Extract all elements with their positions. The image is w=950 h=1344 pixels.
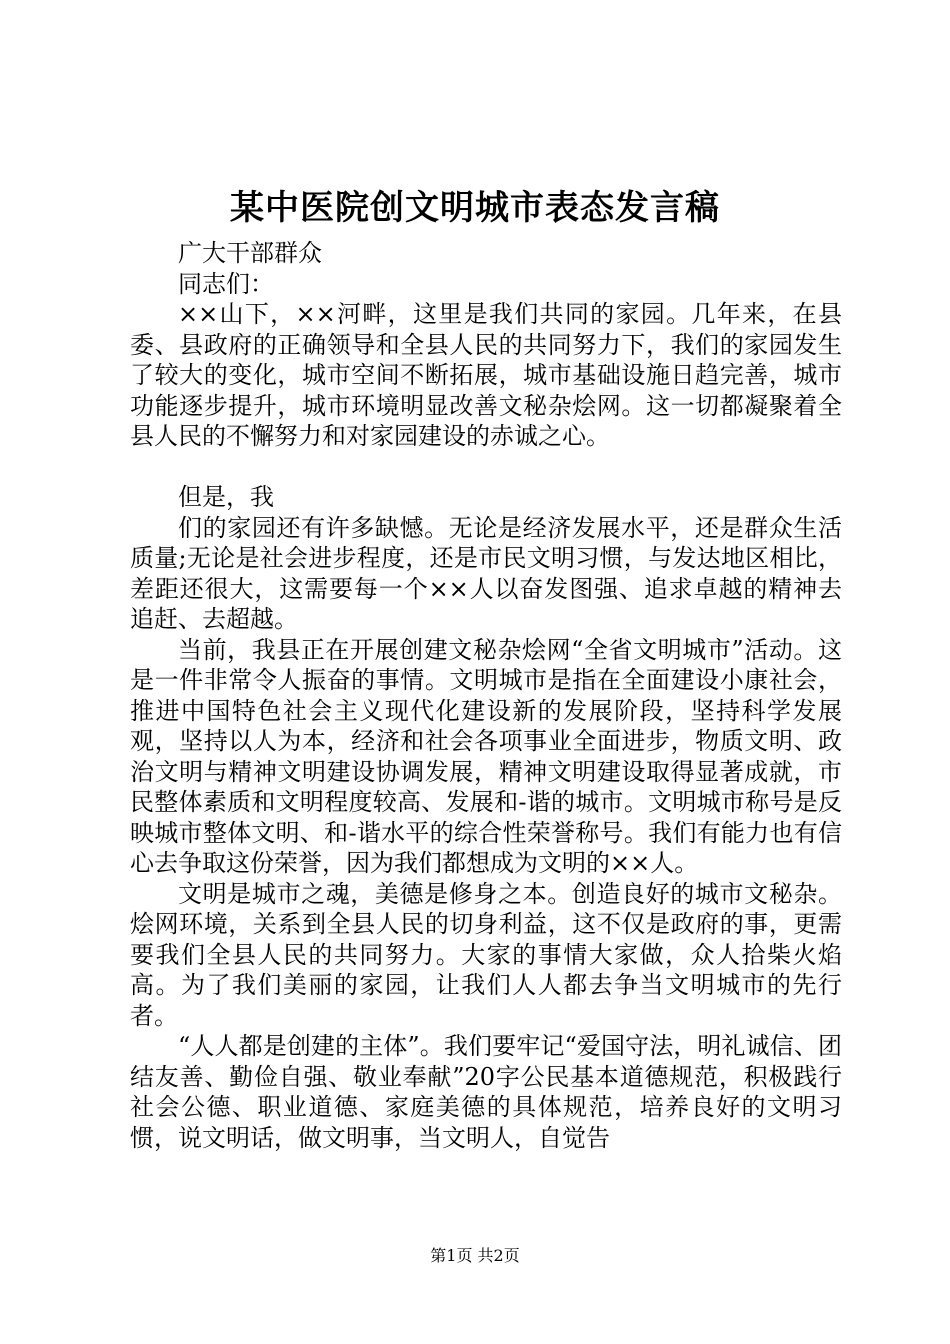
body-paragraph: ××山下，××河畔，这里是我们共同的家园。几年来，在县委、县政府的正确领导和全县人民的共同努力下，我们的家园发生了较大的变化，城市空间不断拓展，城市基础设施日趋完善，城市功能逐步提升，城市环境明显改善文秘杂烩网。这一切都凝聚着全县人民的不懈努力和对家园建设的赤诚之心。 [130, 300, 842, 450]
body-paragraph: “人人都是创建的主体”。我们要牢记“爱国守法，明礼诚信、团结友善、勤俭自强、敬业奉献”20字公民基本道德规范，积极践行社会公德、职业道德、家庭美德的具体规范，培养良好的文明习惯，说文明话，做文明事，当文明人，自觉告 [130, 1032, 842, 1152]
salutation-line: 同志们： [178, 269, 274, 298]
body-paragraph: 当前，我县正在开展创建文秘杂烩网“全省文明城市”活动。这是一件非常令人振奋的事情。文明城市是指在全面建设小康社会，推进中国特色社会主义现代化建设新的发展阶段，坚持科学发展观，坚持以人为本，经济和社会各项事业全面进步，物质文明、政治文明与精神文明建设协调发展，精神文明建设取得显著成就，市民整体素质和文明程度较高、发展和-谐的城市。文明城市称号是反映城市整体文明、和-谐水平的综合性荣誉称号。我们有能力也有信心去争取这份荣誉，因为我们都想成为文明的××人。 [130, 635, 842, 877]
body-paragraph: 但是，我 [178, 483, 274, 511]
body-paragraph: 文明是城市之魂，美德是修身之本。创造良好的城市文秘杂。烩网环境，关系到全县人民的切身利益，这不仅是政府的事，更需要我们全县人民的共同努力。大家的事情大家做，众人拾柴火焰高。为了我们美丽的家园，让我们人人都去争当文明城市的先行者。 [130, 879, 842, 1030]
document-body [130, 238, 842, 1153]
page-number-footer: 第1页 共2页 [430, 1246, 520, 1265]
salutation-line: 广大干部群众 [178, 239, 322, 267]
body-paragraph: 们的家园还有许多缺憾。无论是经济发展水平，还是群众生活质量;无论是社会进步程度，还是市民文明习惯，与发达地区相比，差距还很大，这需要每一个××人以奋发图强、追求卓越的精神去追赶、去超越。 [130, 513, 842, 633]
document-title: 某中医院创文明城市表态发言稿 [230, 188, 720, 228]
